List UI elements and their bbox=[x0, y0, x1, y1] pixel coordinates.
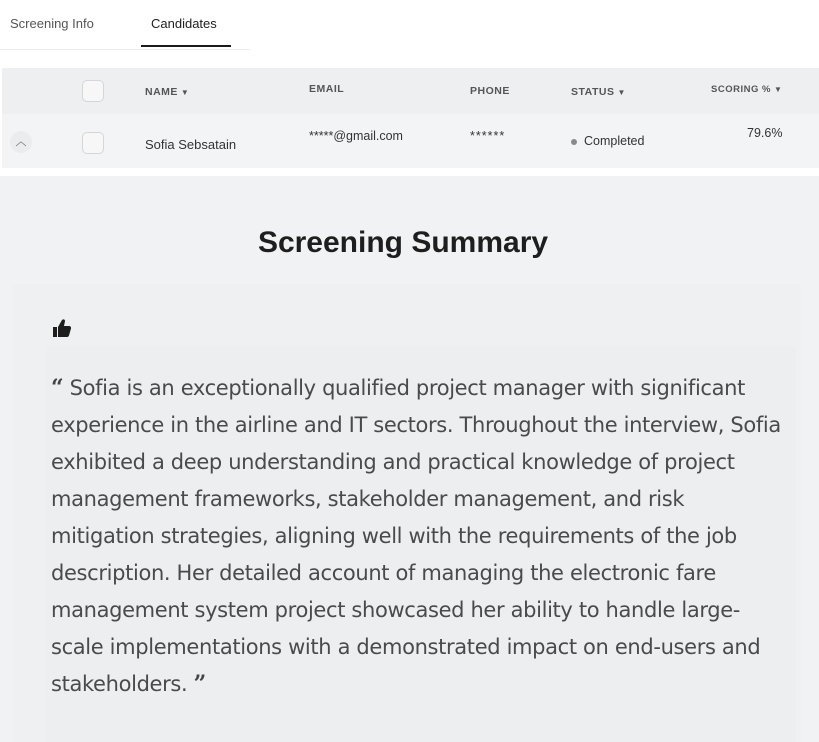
summary-quote bbox=[51, 370, 791, 703]
tab-bar bbox=[0, 0, 819, 50]
status-dot-icon bbox=[571, 139, 577, 145]
column-header-status-label: STATUS bbox=[571, 86, 615, 98]
caret-down-icon: ▼ bbox=[617, 88, 626, 97]
column-header-name[interactable] bbox=[145, 86, 189, 98]
tab-divider bbox=[0, 49, 250, 50]
column-header-status[interactable] bbox=[571, 86, 626, 98]
table-header bbox=[2, 68, 819, 114]
active-tab-indicator bbox=[141, 45, 231, 47]
tab-candidates[interactable]: Candidates bbox=[151, 16, 217, 31]
column-header-scoring-label: SCORING % bbox=[711, 84, 771, 95]
tab-screening-info[interactable]: Screening Info bbox=[10, 16, 94, 31]
summary-title: Screening Summary bbox=[257, 226, 549, 259]
thumbs-up-icon bbox=[51, 316, 75, 340]
caret-down-icon: ▼ bbox=[180, 88, 190, 97]
chevron-up-icon[interactable]: ︿ bbox=[10, 131, 32, 153]
summary-text: Sofia is an exceptionally qualified project manager with significant experience in the airline and IT sectors. Throughout the interview, Sofia exhibited a deep understanding and practical knowledge of project management frameworks, stakeholder management, and risk mitigation strategies, aligning well with the requirements of the job description. Her detailed account of managing the electronic fare management system project showcased her ability to handle large-scale implementations with a demonstrated impact on end-users and stakeholders. bbox=[51, 376, 781, 696]
column-header-phone bbox=[470, 85, 510, 97]
status-label: Completed bbox=[584, 134, 645, 148]
candidate-name[interactable]: Sofia Sebsatain bbox=[145, 137, 237, 152]
screening-summary-section bbox=[0, 176, 819, 742]
open-quote-icon: “ bbox=[51, 375, 64, 401]
row-checkbox[interactable] bbox=[82, 132, 104, 154]
column-header-email-label: EMAIL bbox=[309, 83, 345, 95]
candidate-score: 79.6% bbox=[747, 126, 783, 140]
column-header-scoring[interactable] bbox=[711, 84, 782, 95]
select-all-checkbox[interactable] bbox=[82, 80, 104, 102]
candidate-phone: ****** bbox=[470, 129, 506, 143]
caret-down-icon: ▼ bbox=[773, 85, 783, 94]
column-header-email bbox=[309, 83, 344, 95]
summary-card bbox=[13, 284, 801, 742]
close-quote-icon: ” bbox=[193, 671, 206, 697]
table-row[interactable] bbox=[2, 114, 819, 168]
column-header-phone-label: PHONE bbox=[470, 85, 510, 97]
status-badge bbox=[571, 134, 644, 148]
column-header-name-label: NAME bbox=[145, 86, 178, 98]
candidates-table bbox=[2, 68, 819, 168]
candidate-email: *****@gmail.com bbox=[309, 129, 403, 143]
